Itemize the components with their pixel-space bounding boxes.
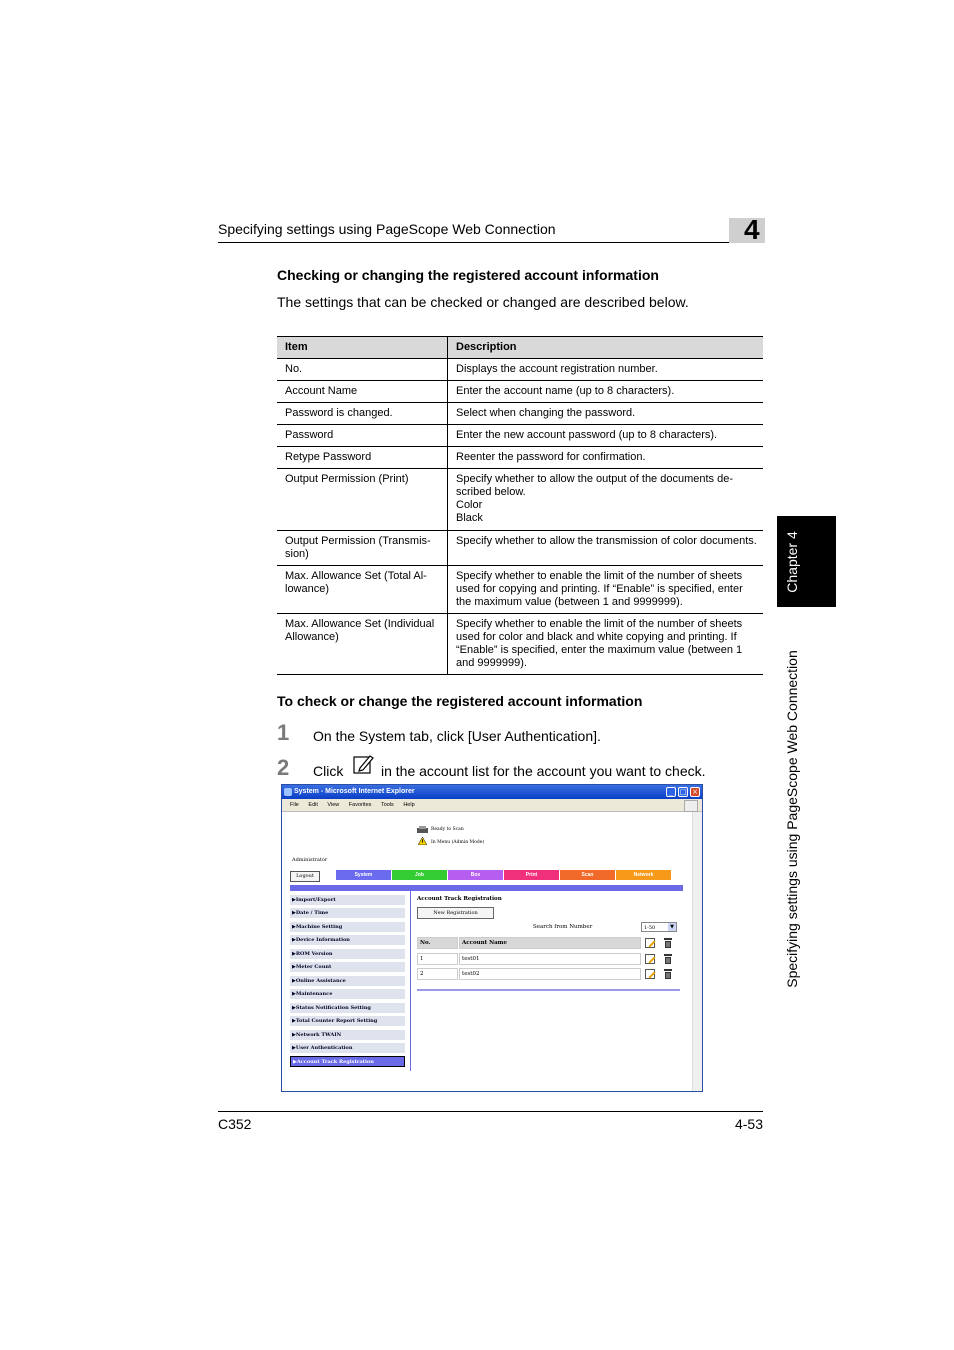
tab-box[interactable]: Box xyxy=(448,870,503,880)
table-cell-description xyxy=(448,469,764,531)
menu-favorites[interactable]: Favorites xyxy=(348,802,372,808)
tab-print[interactable]: Print xyxy=(504,870,559,880)
menu-file[interactable]: File xyxy=(290,802,299,808)
printer-icon xyxy=(417,826,428,834)
menu-tools[interactable]: Tools xyxy=(380,802,394,808)
menu-edit[interactable]: Edit xyxy=(308,802,318,808)
description-line: Specify whether to allow the output of the documents de- xyxy=(456,473,733,485)
table-cell-item: Output Permission (Print) xyxy=(277,469,448,531)
table-header-description: Description xyxy=(448,337,764,359)
nav-account-track-registration[interactable]: ▶Account Track Registration xyxy=(290,1056,405,1067)
step-text-1: On the System tab, click [User Authentication]. xyxy=(313,728,601,744)
nav-date-time[interactable]: ▶Date / Time xyxy=(290,908,405,919)
item-line: Allowance) xyxy=(285,631,339,643)
running-header: Specifying settings using PageScope Web Connection xyxy=(218,221,556,237)
edit-icon[interactable] xyxy=(645,969,655,979)
description-line: the maximum value (between 1 and 9999999). xyxy=(456,596,683,608)
account-no: 2 xyxy=(417,968,458,980)
logout-button[interactable]: Logout xyxy=(290,871,320,882)
description-line: used for copying and printing. If “Enable” is specified, enter xyxy=(456,583,743,595)
footer-rule xyxy=(218,1111,763,1112)
nav-machine-setting[interactable]: ▶Machine Setting xyxy=(290,922,405,933)
table-header-item: Item xyxy=(277,337,448,359)
table-cell-item xyxy=(277,531,448,566)
table-row xyxy=(277,425,763,447)
status-ready: Ready to Scan xyxy=(431,827,464,832)
nav-maintenance[interactable]: ▶Maintenance xyxy=(290,989,405,1000)
nav-user-authentication[interactable]: ▶User Authentication xyxy=(290,1043,405,1054)
content-title: Account Track Registration xyxy=(417,896,502,902)
side-title-box xyxy=(776,616,808,1021)
section-intro: The settings that can be checked or changed are described below. xyxy=(277,294,689,310)
table-row xyxy=(417,968,680,980)
nav-meter-count[interactable]: ▶Meter Count xyxy=(290,962,405,973)
header-rule xyxy=(218,242,763,243)
search-range-value: 1-50 xyxy=(644,925,656,931)
new-registration-button[interactable]: New Registration xyxy=(417,907,494,919)
step-number-2: 2 xyxy=(277,755,290,780)
tab-job[interactable]: Job xyxy=(392,870,447,880)
table-row xyxy=(417,953,680,965)
tab-scan[interactable]: Scan xyxy=(560,870,615,880)
table-cell-description: Displays the account registration number. xyxy=(448,359,764,381)
table-header-row xyxy=(277,337,763,359)
ie-icon xyxy=(284,788,292,796)
description-line: “Enable” is specified, enter the maximum value (between 1 xyxy=(456,644,743,656)
header-no: No. xyxy=(417,937,458,949)
table-row xyxy=(277,381,763,403)
table-row xyxy=(277,531,763,566)
trash-icon[interactable] xyxy=(664,969,672,979)
list-bottom-rule xyxy=(417,989,680,991)
nav-total-counter-report[interactable]: ▶Total Counter Report Setting xyxy=(290,1016,405,1027)
description-line: Color xyxy=(456,499,483,511)
minimize-icon[interactable]: _ xyxy=(666,787,676,797)
tab-network[interactable]: Network xyxy=(616,870,671,880)
table-cell-description: Select when changing the password. xyxy=(448,403,764,425)
user-label: Administrator xyxy=(292,857,328,863)
table-cell-item: No. xyxy=(277,359,448,381)
nav-network-twain[interactable]: ▶Network TWAIN xyxy=(290,1030,405,1041)
window-titlebar xyxy=(282,785,702,799)
window-title: System - Microsoft Internet Explorer xyxy=(294,788,415,795)
table-row xyxy=(277,566,763,614)
tab-system[interactable]: System xyxy=(336,870,391,880)
menu-view[interactable]: View xyxy=(327,802,340,808)
footer-model: C352 xyxy=(218,1116,252,1132)
step-text-2-after: in the account list for the account you want to check. xyxy=(381,763,706,779)
windows-logo-icon xyxy=(684,800,698,812)
table-row xyxy=(277,614,763,675)
nav-rom-version[interactable]: ▶ROM Version xyxy=(290,949,405,960)
nav-online-assistance[interactable]: ▶Online Assistance xyxy=(290,976,405,987)
table-cell-item: Password xyxy=(277,425,448,447)
description-line: used for color and black and white copying and printing. If xyxy=(456,631,737,643)
table-cell-description: Enter the account name (up to 8 characters). xyxy=(448,381,764,403)
account-list-header xyxy=(417,937,680,949)
trash-icon[interactable] xyxy=(664,954,672,964)
settings-table xyxy=(277,336,763,675)
table-cell-item: Account Name xyxy=(277,381,448,403)
table-cell-description: Enter the new account password (up to 8 characters). xyxy=(448,425,764,447)
footer-page: 4-53 xyxy=(734,1116,763,1132)
item-line: Max. Allowance Set (Individual xyxy=(285,618,435,630)
chapter-number: 4 xyxy=(744,214,760,245)
table-cell-description xyxy=(448,614,764,675)
description-line: Specify whether to enable the limit of the number of sheets xyxy=(456,618,743,630)
browser-screenshot xyxy=(281,784,703,1092)
item-line: Output Permission (Transmis- xyxy=(285,535,431,547)
side-title: Specifying settings using PageScope Web Connection xyxy=(784,649,800,988)
search-range-select[interactable] xyxy=(641,922,677,932)
close-icon[interactable]: × xyxy=(690,787,700,797)
menu-help[interactable]: Help xyxy=(403,802,415,808)
description-line: Black xyxy=(456,512,483,524)
account-name: test01 xyxy=(459,953,641,965)
nav-divider xyxy=(410,891,411,1071)
table-cell-item: Retype Password xyxy=(277,447,448,469)
item-line: Max. Allowance Set (Total Al- xyxy=(285,570,427,582)
warning-icon xyxy=(417,837,428,845)
side-chapter-label: Chapter 4 xyxy=(784,530,800,593)
table-row xyxy=(277,403,763,425)
trash-icon xyxy=(664,938,672,948)
edit-icon xyxy=(645,938,655,948)
table-cell-description: Specify whether to allow the transmission of color documents. xyxy=(448,531,764,566)
vertical-scrollbar[interactable] xyxy=(692,812,702,1091)
description-line: and 9999999). xyxy=(456,657,527,669)
table-cell-item xyxy=(277,614,448,675)
nav-device-information[interactable]: ▶Device Information xyxy=(290,935,405,946)
table-cell-description: Reenter the password for confirmation. xyxy=(448,447,764,469)
search-label: Search from Number xyxy=(533,924,593,930)
menu-bar xyxy=(282,799,702,812)
step-text-2-before: Click xyxy=(313,763,344,779)
table-cell-item: Password is changed. xyxy=(277,403,448,425)
table-cell-item xyxy=(277,566,448,614)
section-heading-2: To check or change the registered account information xyxy=(277,693,643,709)
account-no: 1 xyxy=(417,953,458,965)
edit-icon xyxy=(352,753,374,775)
header-account-name: Account Name xyxy=(459,937,641,949)
nav-status-notification[interactable]: ▶Status Notification Setting xyxy=(290,1003,405,1014)
tab-underline-bar xyxy=(290,885,683,891)
item-line: lowance) xyxy=(285,583,330,595)
account-name: test02 xyxy=(459,968,641,980)
status-mode: In Menu (Admin Mode) xyxy=(431,840,485,845)
description-line: scribed below. xyxy=(456,486,526,498)
nav-import-export[interactable]: ▶Import/Export xyxy=(290,895,405,906)
step-number-1: 1 xyxy=(277,720,290,745)
maximize-icon[interactable]: □ xyxy=(679,788,687,796)
table-row xyxy=(277,359,763,381)
side-chapter-label-box xyxy=(776,516,808,607)
edit-icon[interactable] xyxy=(645,954,655,964)
table-cell-description xyxy=(448,566,764,614)
table-row xyxy=(277,447,763,469)
description-line: Specify whether to enable the limit of the number of sheets xyxy=(456,570,743,582)
item-line: sion) xyxy=(285,548,309,560)
table-row xyxy=(277,469,763,531)
chevron-down-icon[interactable]: ▼ xyxy=(668,923,676,931)
section-heading-1: Checking or changing the registered account information xyxy=(277,267,659,283)
